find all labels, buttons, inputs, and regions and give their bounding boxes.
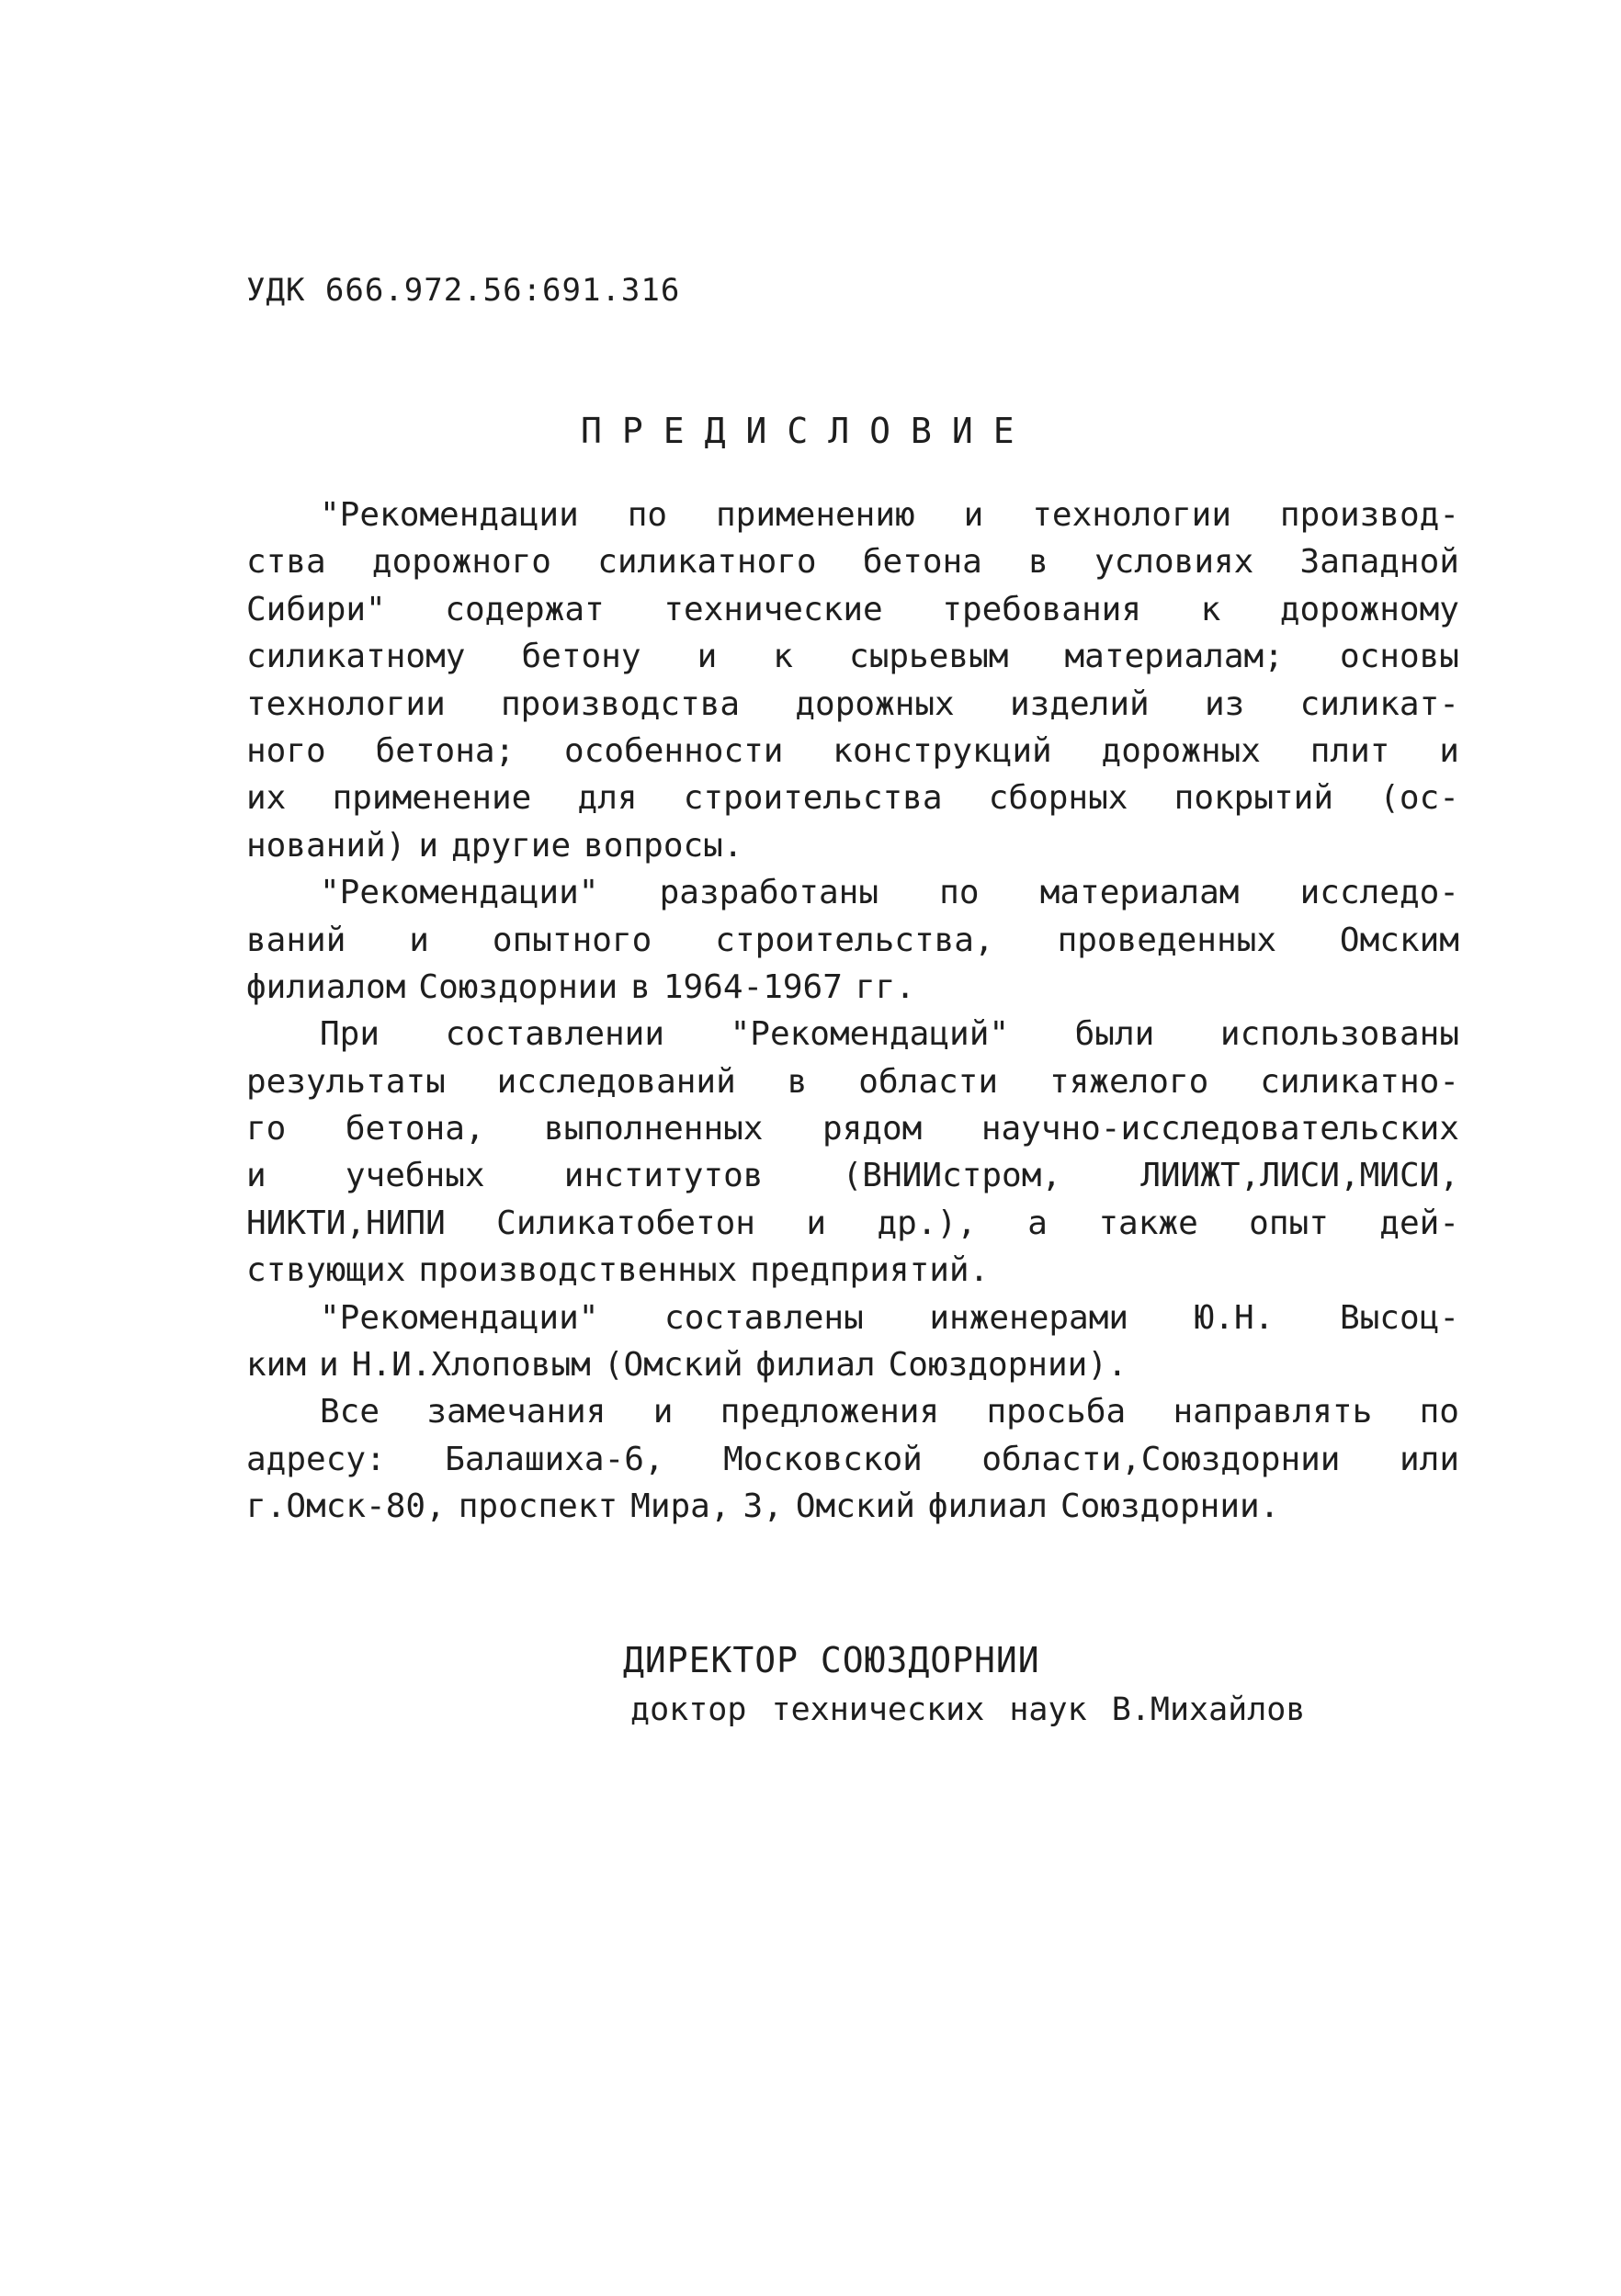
word: производ- <box>1279 496 1459 534</box>
word: материалам <box>1039 874 1240 912</box>
paragraph-line <box>246 1295 1459 1341</box>
word: г.Омск-80, <box>246 1487 446 1526</box>
word: были <box>1074 1015 1155 1054</box>
word: строительства, <box>715 921 994 959</box>
word: также <box>1098 1204 1198 1242</box>
word: производства <box>501 684 741 723</box>
word: филиал <box>927 1487 1048 1526</box>
word: составлены <box>664 1298 864 1337</box>
word: производственных <box>418 1251 738 1290</box>
word: 3, <box>742 1487 783 1526</box>
word: и <box>418 826 439 865</box>
paragraph-line <box>246 1152 1459 1199</box>
signature-title: ДИРЕКТОР СОЮЗДОРНИИ <box>623 1640 1040 1680</box>
word: Н.И.Хлоповым <box>351 1346 591 1385</box>
word: сырьевым <box>849 638 1009 676</box>
word: рядом <box>822 1110 923 1148</box>
word: разработаны <box>659 874 879 912</box>
word: исследо- <box>1299 874 1459 912</box>
word: филиалом <box>246 967 406 1006</box>
word: по <box>1419 1393 1459 1431</box>
word: к <box>1200 590 1221 628</box>
word: в <box>787 1062 808 1101</box>
word: области,Союздорнии <box>981 1440 1341 1478</box>
word: и <box>409 921 429 959</box>
word: а <box>1027 1204 1048 1242</box>
word: предложения <box>720 1393 940 1431</box>
word: бетону <box>521 638 641 676</box>
word: замечания <box>426 1393 606 1431</box>
word: к <box>773 638 793 676</box>
word: ваний <box>246 921 346 959</box>
word: (ос- <box>1379 779 1459 818</box>
word: учебных <box>345 1157 485 1195</box>
page-heading: ПРЕДИСЛОВИЕ <box>581 411 1035 451</box>
word: Западной <box>1299 543 1459 582</box>
word: материалам; <box>1064 638 1284 676</box>
paragraph-line <box>246 1436 1459 1483</box>
word: выполненных <box>544 1110 764 1148</box>
paragraph-line <box>246 775 1459 821</box>
word: ства <box>246 543 326 582</box>
word: опытного <box>492 921 652 959</box>
paragraph-line <box>246 1058 1459 1105</box>
word: применению <box>715 496 915 534</box>
word: филиал <box>755 1346 876 1385</box>
word: и <box>697 638 718 676</box>
word: основы <box>1339 638 1459 676</box>
word: требования <box>942 590 1142 628</box>
word: вопросы. <box>584 826 743 865</box>
paragraph-line <box>246 1105 1459 1152</box>
word: в <box>630 967 651 1006</box>
word: содержат <box>445 590 605 628</box>
word: по <box>627 496 668 534</box>
word: дорожных <box>795 684 955 723</box>
word: тяжелого <box>1049 1062 1209 1101</box>
paragraph-line <box>246 1483 1459 1530</box>
word: ствующих <box>246 1251 406 1290</box>
word: При <box>320 1015 380 1054</box>
word: и <box>652 1393 674 1431</box>
word: Все <box>320 1393 380 1431</box>
word: Сибири" <box>246 590 386 628</box>
word: их <box>246 779 287 818</box>
word: (ВНИИстром, <box>842 1157 1062 1195</box>
word: использованы <box>1219 1015 1459 1054</box>
preface-body <box>246 492 1459 1531</box>
word: научно-исследовательских <box>981 1110 1459 1148</box>
paragraph-line <box>246 1011 1459 1058</box>
word: сборных <box>988 779 1128 818</box>
word: дорожных <box>1101 731 1261 770</box>
word: Ю.Н. <box>1194 1298 1275 1337</box>
word: и <box>319 1346 339 1385</box>
word: "Рекомендации <box>320 496 579 534</box>
paragraph-line <box>246 728 1459 775</box>
word: и <box>806 1204 827 1242</box>
word: в <box>1028 543 1049 582</box>
paragraph-line <box>246 1388 1459 1435</box>
word: НИКТИ,НИПИ <box>246 1204 446 1242</box>
word: для <box>577 779 638 818</box>
word: направлять <box>1173 1393 1373 1431</box>
word: Омский <box>795 1487 915 1526</box>
word: гг. <box>855 967 915 1006</box>
word: ким <box>246 1346 307 1385</box>
word: предприятий. <box>750 1251 990 1290</box>
word: из <box>1204 684 1245 723</box>
word: строительства <box>683 779 943 818</box>
word: технологии <box>246 684 446 723</box>
word: Союздорнии). <box>888 1346 1128 1385</box>
word: инженерами <box>929 1298 1129 1337</box>
word: применение <box>332 779 532 818</box>
word: Союздорнии <box>418 967 618 1006</box>
word: ного <box>246 731 326 770</box>
word: результаты <box>246 1062 446 1101</box>
paragraph-line <box>246 538 1459 585</box>
word: Силикатобетон <box>496 1204 755 1242</box>
word: проведенных <box>1057 921 1276 959</box>
word: по <box>939 874 980 912</box>
word: Высоц- <box>1339 1298 1459 1337</box>
word: покрытий <box>1173 779 1334 818</box>
word: (Омский <box>603 1346 743 1385</box>
paragraph-line <box>246 869 1459 916</box>
paragraph-line <box>246 586 1459 633</box>
word: Омским <box>1339 921 1459 959</box>
word: силикатно- <box>1260 1062 1459 1101</box>
word: Балашиха-6, <box>445 1440 664 1478</box>
word: дорожному <box>1279 590 1459 628</box>
signature-name: доктор технических наук В.Михайлов <box>630 1691 1306 1728</box>
word: дорожного <box>371 543 551 582</box>
word: проспект <box>458 1487 618 1526</box>
word: "Рекомендации" <box>320 874 599 912</box>
word: и <box>1439 731 1459 770</box>
word: изделий <box>1009 684 1150 723</box>
word: или <box>1399 1440 1459 1478</box>
word: конструкций <box>833 731 1052 770</box>
paragraph-line <box>246 633 1459 680</box>
paragraph-line <box>246 1200 1459 1247</box>
word: бетона; <box>375 731 516 770</box>
signature-block <box>623 1635 1432 1734</box>
word: силикатному <box>246 638 466 676</box>
paragraph-line <box>246 917 1459 964</box>
word: и <box>246 1157 266 1195</box>
word: бетона, <box>345 1110 485 1148</box>
paragraph-line <box>246 964 1459 1011</box>
word: нований) <box>246 826 406 865</box>
word: Московской <box>723 1440 923 1478</box>
word: условиях <box>1094 543 1254 582</box>
word: институтов <box>563 1157 764 1195</box>
word: технические <box>663 590 883 628</box>
word: исследований <box>496 1062 736 1101</box>
word: ЛИИЖТ,ЛИСИ,МИСИ, <box>1140 1157 1459 1195</box>
word: другие <box>451 826 572 865</box>
paragraph-line <box>246 1341 1459 1388</box>
word: Мира, <box>630 1487 731 1526</box>
word: го <box>246 1110 287 1148</box>
word: силикат- <box>1299 684 1459 723</box>
word: опыт <box>1249 1204 1329 1242</box>
word: плит <box>1309 731 1390 770</box>
paragraph-line <box>246 1247 1459 1294</box>
word: "Рекомендаций" <box>730 1015 1010 1054</box>
udk-code: УДК 666.972.56:691.316 <box>246 272 681 309</box>
paragraph-line <box>246 681 1459 728</box>
word: области <box>858 1062 999 1101</box>
word: адресу: <box>246 1440 386 1478</box>
paragraph-line <box>246 492 1459 538</box>
word: Союздорнии. <box>1060 1487 1280 1526</box>
word: просьба <box>986 1393 1127 1431</box>
word: дей- <box>1379 1204 1459 1242</box>
word: составлении <box>445 1015 665 1054</box>
word: технологии <box>1032 496 1231 534</box>
word: др.), <box>877 1204 977 1242</box>
word: "Рекомендации" <box>320 1298 599 1337</box>
paragraph-line <box>246 822 1459 869</box>
word: и <box>963 496 984 534</box>
word: 1964-1967 <box>663 967 843 1006</box>
word: силикатного <box>597 543 817 582</box>
word: особенности <box>564 731 784 770</box>
word: бетона <box>862 543 982 582</box>
